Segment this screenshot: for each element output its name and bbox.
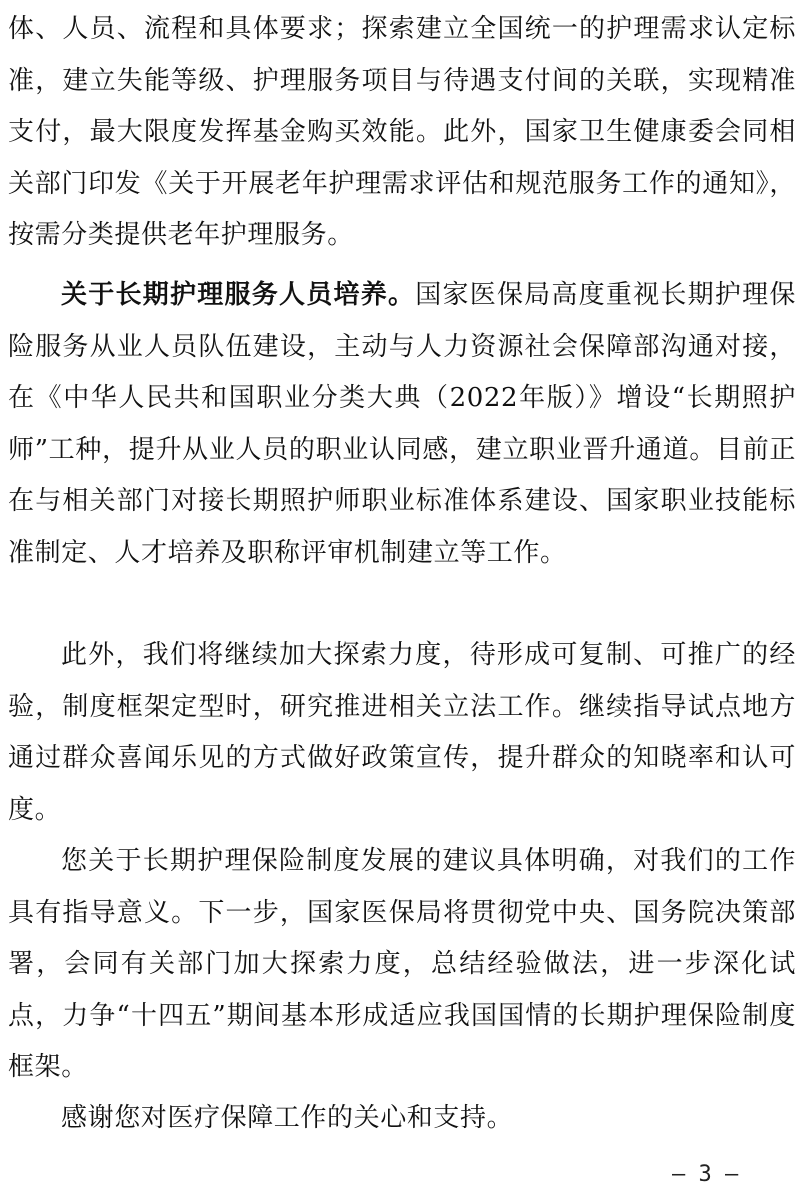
paragraph-continuation — [8, 4, 796, 262]
paragraph-text: 此外，我们将继续加大探索力度，待形成可复制、可推广的经验，制度框架定型时，研究推进相关立法工作。继续指导试点地方通过群众喜闻乐见的方式做好政策宣传，提升群众的知晓率和认可度。 — [8, 640, 796, 825]
paragraph-text: 体、人员、流程和具体要求；探索建立全国统一的护理需求认定标准，建立失能等级、护理服务项目与待遇支付间的关联，实现精准支付，最大限度发挥基金购买效能。此外，国家卫生健康委会同相关部门印发《关于开展老年护理需求评估和规范服务工作的通知》，按需分类提供老年护理服务。 — [8, 14, 796, 250]
paragraph-care-staff-training — [8, 270, 796, 579]
paragraph-text: 感谢您对医疗保障工作的关心和支持。 — [61, 1103, 514, 1133]
paragraph-next-steps — [8, 836, 796, 1094]
paragraph-text: 您关于长期护理保险制度发展的建议具体明确，对我们的工作具有指导意义。下一步，国家医保局将贯彻党中央、国务院决策部署，会同有关部门加大探索力度，总结经验做法，进一步深化试点，力争“十四五”期间基本形成适应我国国情的长期护理保险制度框架。 — [8, 846, 796, 1082]
paragraph-further-exploration — [8, 630, 796, 836]
paragraph-text: 国家医保局高度重视长期护理保险服务从业人员队伍建设，主动与人力资源社会保障部沟通对接，在《中华人民共和国职业分类大典（2022年版）》增设“长期照护师”工种，提升从业人员的职业认同感，建立职业晋升通道。目前正在与相关部门对接长期照护师职业标准体系建设、国家职业技能标准制定、人才培养及职称评审机制建立等工作。 — [8, 280, 796, 568]
page-number: — 3 — — [672, 1162, 739, 1187]
paragraph-heading: 关于长期护理服务人员培养。 — [61, 280, 416, 310]
paragraph-thanks — [8, 1093, 796, 1145]
